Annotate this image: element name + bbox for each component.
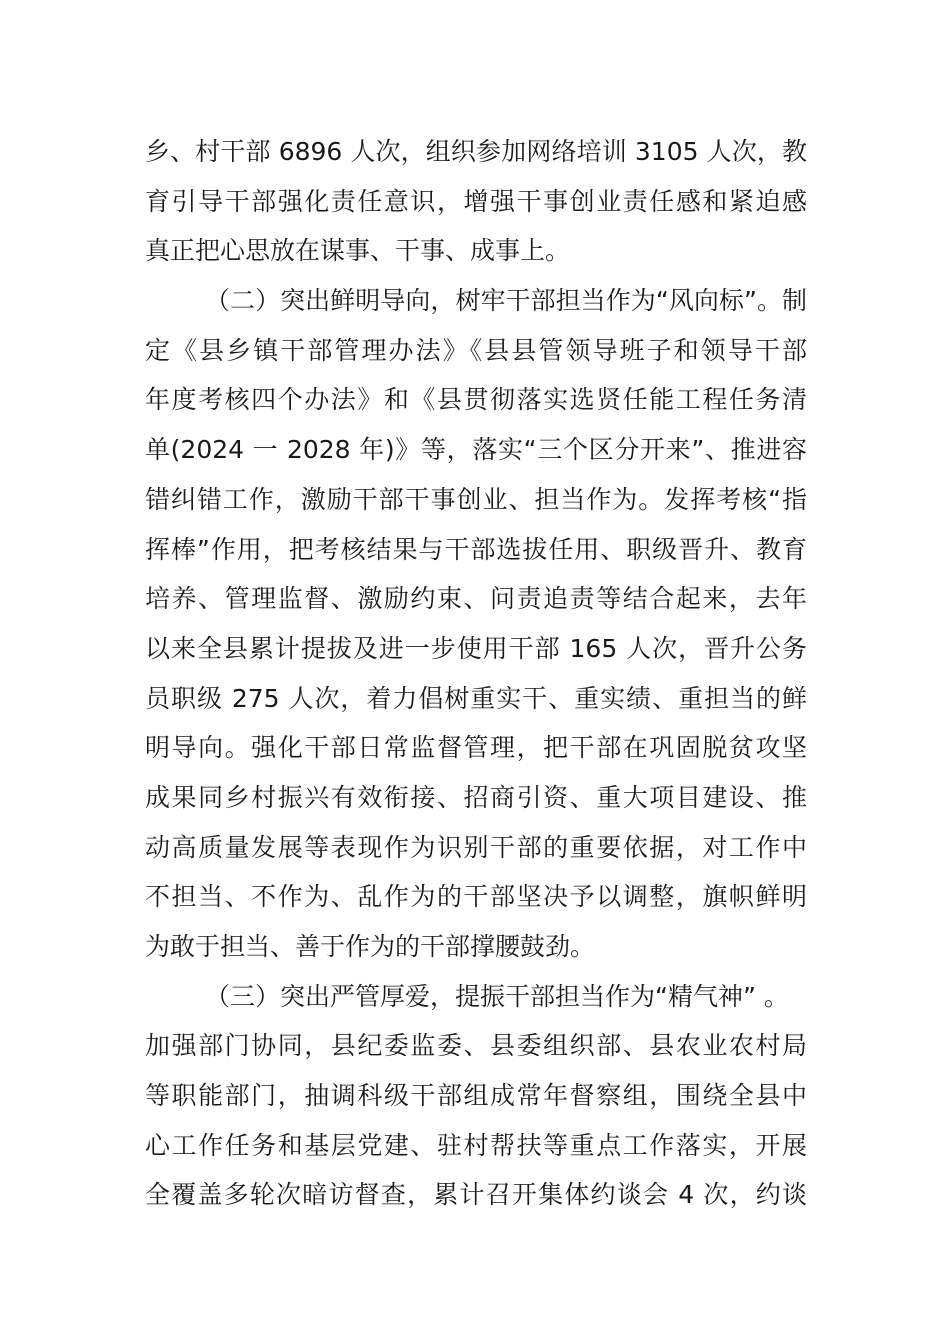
text-line: 单(2024 一 2028 年)》等，落实“三个区分开来”、推进容 [145, 435, 807, 465]
text-line: 全覆盖多轮次暗访督查，累计召开集体约谈会 4 次，约谈 [145, 1180, 807, 1210]
text-line: 动高质量发展等表现作为识别干部的重要依据，对工作中 [145, 832, 807, 862]
text-line: 育引导干部强化责任意识，增强干事创业责任感和紧迫感 [145, 186, 807, 216]
text-line: 员职级 275 人次，着力倡树重实干、重实绩、重担当的鲜 [145, 683, 807, 713]
text-line: 为敢于担当、善于作为的干部撑腰鼓劲。 [145, 932, 596, 961]
text-line: 乡、村干部 6896 人次，组织参加网络培训 3105 人次，教 [145, 137, 807, 166]
text-line: 培养、管理监督、激励约束、问责追责等结合起来，去年 [145, 584, 807, 614]
text-line: 等职能部门，抽调科级干部组成常年督察组，围绕全县中 [145, 1081, 807, 1111]
section-heading-2: （二）突出鲜明导向，树牢干部担当作为“风向标”。制 [205, 286, 807, 316]
text-line: 挥棒”作用，把考核结果与干部选拔任用、职级晋升、教育 [145, 534, 807, 564]
body-text [145, 127, 807, 1220]
text-line: 错纠错工作，激励干部干事创业、担当作为。发挥考核“指 [145, 484, 807, 514]
text-line: 真正把心思放在谋事、干事、成事上。 [145, 236, 571, 266]
text-line: 不担当、不作为、乱作为的干部坚决予以调整，旗帜鲜明 [145, 882, 807, 912]
text-line: 定《县乡镇干部管理办法》《县县管领导班子和领导干部 [145, 335, 807, 365]
section-heading-3: （三）突出严管厚爱，提振干部担当作为“精气神” 。 [205, 981, 789, 1011]
text-line: 明导向。强化干部日常监督管理，把干部在巩固脱贫攻坚 [145, 733, 807, 763]
text-line: 以来全县累计提拔及进一步使用干部 165 人次，晋升公务 [145, 633, 807, 663]
text-line: 成果同乡村振兴有效衔接、招商引资、重大项目建设、推 [145, 782, 807, 812]
text-line: 加强部门协同，县纪委监委、县委组织部、县农业农村局 [145, 1031, 807, 1061]
text-line: 心工作任务和基层党建、驻村帮扶等重点工作落实，开展 [145, 1130, 807, 1160]
text-line: 年度考核四个办法》和《县贯彻落实选贤任能工程任务清 [145, 385, 807, 415]
